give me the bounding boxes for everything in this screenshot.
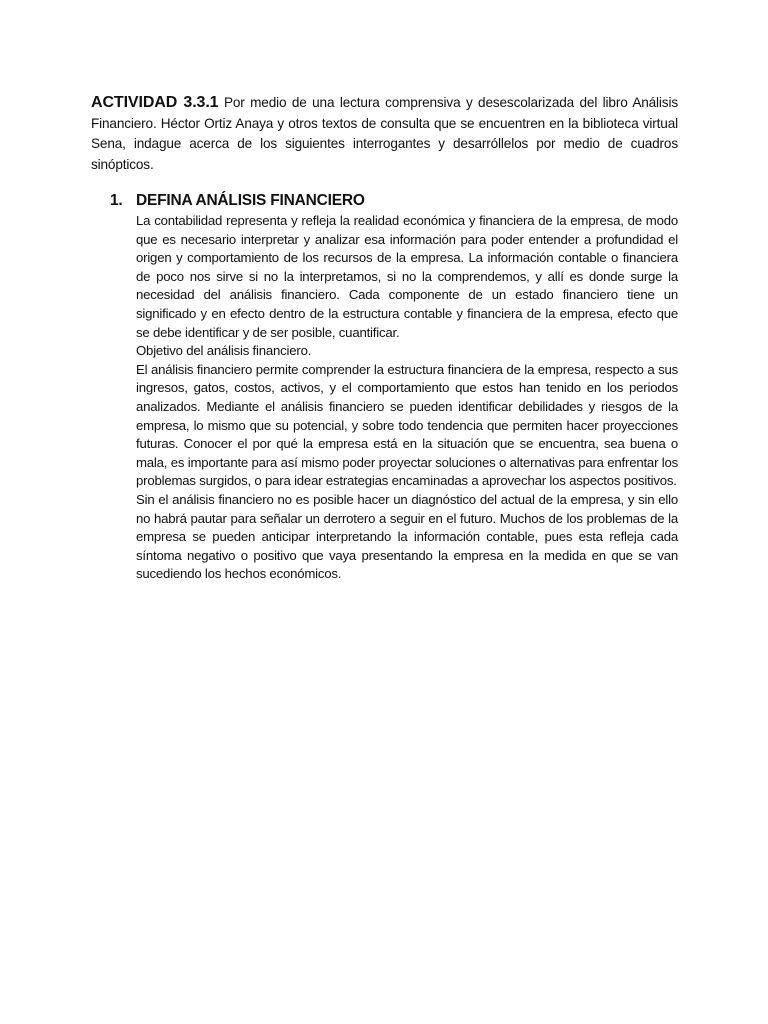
section-title: DEFINA ANÁLISIS FINANCIERO bbox=[136, 192, 365, 209]
paragraph-accounting: La contabilidad representa y refleja la realidad económica y financiera de la empresa, de modo que es necesario interpretar y analizar esa información para poder entender a profundidad el origen y comportamiento de los recursos de la empresa. La información contable o financiera de poco nos sirve si no la interpretamos, si no la comprendemos, y allí es donde surge la necesidad del análisis financiero. Cada componente de un estado financiero tiene un significado y en efecto dentro de la estructura contable y financiera de la empresa, efecto que se debe identificar y de ser posible, cuantificar. bbox=[136, 213, 678, 340]
paragraph-objective: El análisis financiero permite comprender la estructura financiera de la empresa, respecto a sus ingresos, gatos, costos, activos, y el comportamiento que estos han tenido en los periodos analizados. Mediante el análisis financiero se pueden identificar debilidades y riesgos de la empresa, lo mismo que su potencial, y sobre todo tendencia que permiten hacer proyecciones futuras. Conocer el por qué la empresa está en la situación que se encuentra, sea buena o mala, es importante para así mismo poder proyectar soluciones o alternativas para enfrentar los problemas surgidos, o para idear estrategias encaminadas a aprovechar los aspectos positivos. bbox=[136, 361, 678, 489]
activity-intro bbox=[91, 93, 678, 175]
activity-instructions: Por medio de una lectura comprensiva y desescolarizada del libro Análisis Financiero. Héctor Ortiz Anaya y otros textos de consulta que se encuentren en la biblioteca virtual Sena, indague acerca de los siguientes interrogantes y desarróllelos por medio de cuadros sinópticos. bbox=[91, 95, 678, 172]
section-heading bbox=[110, 190, 678, 212]
paragraph-diagnosis: Sin el análisis financiero no es posible hacer un diagnóstico del actual de la empresa, y sin ello no habrá pautar para señalar un derrotero a seguir en el futuro. Muchos de los problemas de la empresa se pueden anticipar interpretando la información contable, pues esta refleja cada síntoma negativo o positivo que vaya presentando la empresa en la medida en que se van sucediendo los hechos económicos. bbox=[136, 491, 678, 582]
section-number: 1. bbox=[110, 192, 123, 209]
section-define-financial-analysis bbox=[110, 190, 678, 584]
section-body bbox=[136, 212, 678, 584]
activity-label: ACTIVIDAD 3.3.1 bbox=[91, 94, 219, 111]
paragraph-objective-title: Objetivo del análisis financiero. bbox=[136, 343, 312, 359]
